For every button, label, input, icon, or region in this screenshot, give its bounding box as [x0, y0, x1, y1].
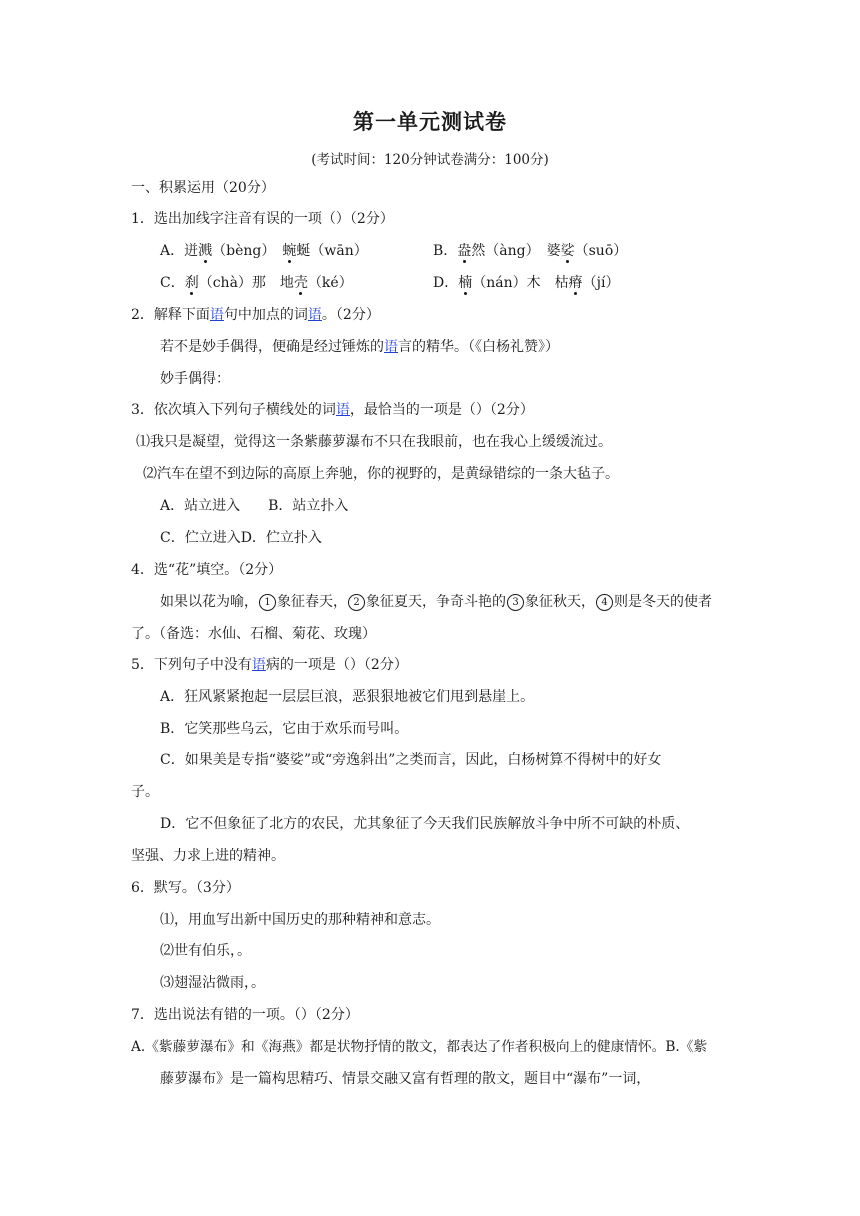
question-5-option-b: B．它笑那些乌云，它由于欢乐而号叫。	[160, 721, 409, 737]
link-yu[interactable]: 语	[209, 307, 224, 323]
question-5-option-d-cont: 坚强、力求上进的精神。	[131, 848, 285, 864]
q3-stem-text: 3．依次填入下列句子横线处的词	[131, 402, 336, 418]
q2-stem-text: 句中加点的词	[223, 307, 308, 323]
q4-text: 象征夏天，争奇斗艳的	[366, 594, 506, 610]
question-7-option-line-2: 藤萝瀑布》是一篇构思精巧、情景交融又富有哲理的散文，题目中“瀑布”一词，	[160, 1071, 651, 1087]
blank-number-2: 2	[348, 594, 365, 611]
section-heading: 一、积累运用（20分）	[131, 180, 275, 196]
question-2-term: 妙手偶得：	[160, 371, 230, 387]
q2-quote-text: 言的精华。（《白杨礼赞》）	[398, 339, 559, 355]
q4-text: 象征春天，	[277, 594, 347, 610]
page-title: 第一单元测试卷	[353, 109, 507, 134]
link-yu[interactable]: 语	[335, 402, 350, 418]
question-3-sentence-2: ⑵汽车在望不到边际的高原上奔驰，你的视野的，是黄绿错综的一条大毡子。	[143, 466, 619, 482]
link-yu[interactable]: 语	[307, 307, 322, 323]
q4-text: 如果以花为喻，	[160, 594, 258, 610]
blank-number-1: 1	[259, 594, 276, 611]
question-3-sentence-1: ⑴我只是凝望，觉得这一条紫藤萝瀑布不只在我眼前，也在我心上缓缓流过。	[136, 434, 612, 450]
question-4-passage	[160, 592, 712, 612]
question-2-quote	[160, 337, 559, 357]
q4-text: 则是冬天的使者	[614, 594, 712, 610]
question-1-option-a: A．迸溅（bèng） 蜿蜒（wān）	[160, 243, 368, 259]
question-5-option-c: C．如果美是专指“婆娑”或“旁逸斜出”之类而言，因此，白杨树算不得树中的好女	[160, 752, 662, 768]
question-4-stem: 4．选“花”填空。（2分）	[131, 562, 283, 578]
question-7-option-line-1: A.《紫藤萝瀑布》和《海燕》都是状物抒情的散文，都表达了作者积极向上的健康情怀。B.《紫	[131, 1039, 708, 1055]
question-1-option-d: D．楠（nán）木 枯瘠（jí）	[433, 275, 620, 291]
question-7-stem: 7．选出说法有错的一项。（）（2分）	[131, 1007, 359, 1023]
q3-stem-text: ，最恰当的一项是（）（2分）	[349, 402, 534, 418]
question-3-stem	[131, 400, 534, 420]
blank-number-3: 3	[507, 594, 524, 611]
question-6-stem: 6．默写。（3分）	[131, 880, 240, 896]
q2-stem-text: 。（2分）	[321, 307, 380, 323]
q2-stem-text: 2．解释下面	[131, 307, 210, 323]
question-3-options-ab: A．站立进入 B．站立扑入	[160, 498, 349, 514]
question-2-stem	[131, 305, 380, 325]
q5-stem-text: 5．下列句子中没有	[131, 657, 252, 673]
question-6-line-2: ⑵世有伯乐，。	[160, 943, 251, 959]
question-6-line-3: ⑶翅湿沾微雨，。	[160, 975, 265, 991]
question-1-option-c: C．刹（chà）那 地壳（ké）	[160, 275, 353, 291]
question-1-stem: 1．选出加线字注音有误的一项（）（2分）	[131, 211, 394, 227]
question-4-passage-cont: 了。（备选：水仙、石榴、菊花、玫瑰）	[131, 626, 376, 642]
q2-quote-text: 若不是妙手偶得，便确是经过锤炼的	[160, 339, 384, 355]
question-1-option-b: B．盎然（àng） 婆娑（suō）	[433, 243, 628, 259]
question-5-option-c-cont: 子。	[131, 784, 159, 800]
q4-text: 象征秋天，	[525, 594, 595, 610]
q5-stem-text: 病的一项是（）（2分）	[265, 657, 408, 673]
question-6-line-1: ⑴，用血写出新中国历史的那种精神和意志。	[160, 912, 440, 928]
question-5-stem	[131, 655, 408, 675]
link-yu[interactable]: 语	[251, 657, 266, 673]
link-yu[interactable]: 语	[384, 339, 398, 355]
question-5-option-a: A．狂风紧紧抱起一层层巨浪，恶狠狠地被它们甩到悬崖上。	[160, 689, 535, 705]
question-3-options-cd: C．伫立进入D．伫立扑入	[160, 530, 322, 546]
question-5-option-d: D．它不但象征了北方的农民，尤其象征了今天我们民族解放斗争中所不可缺的朴质、	[160, 816, 690, 832]
blank-number-4: 4	[596, 594, 613, 611]
exam-info: (考试时间：120分钟试卷满分：100分)	[311, 152, 549, 168]
